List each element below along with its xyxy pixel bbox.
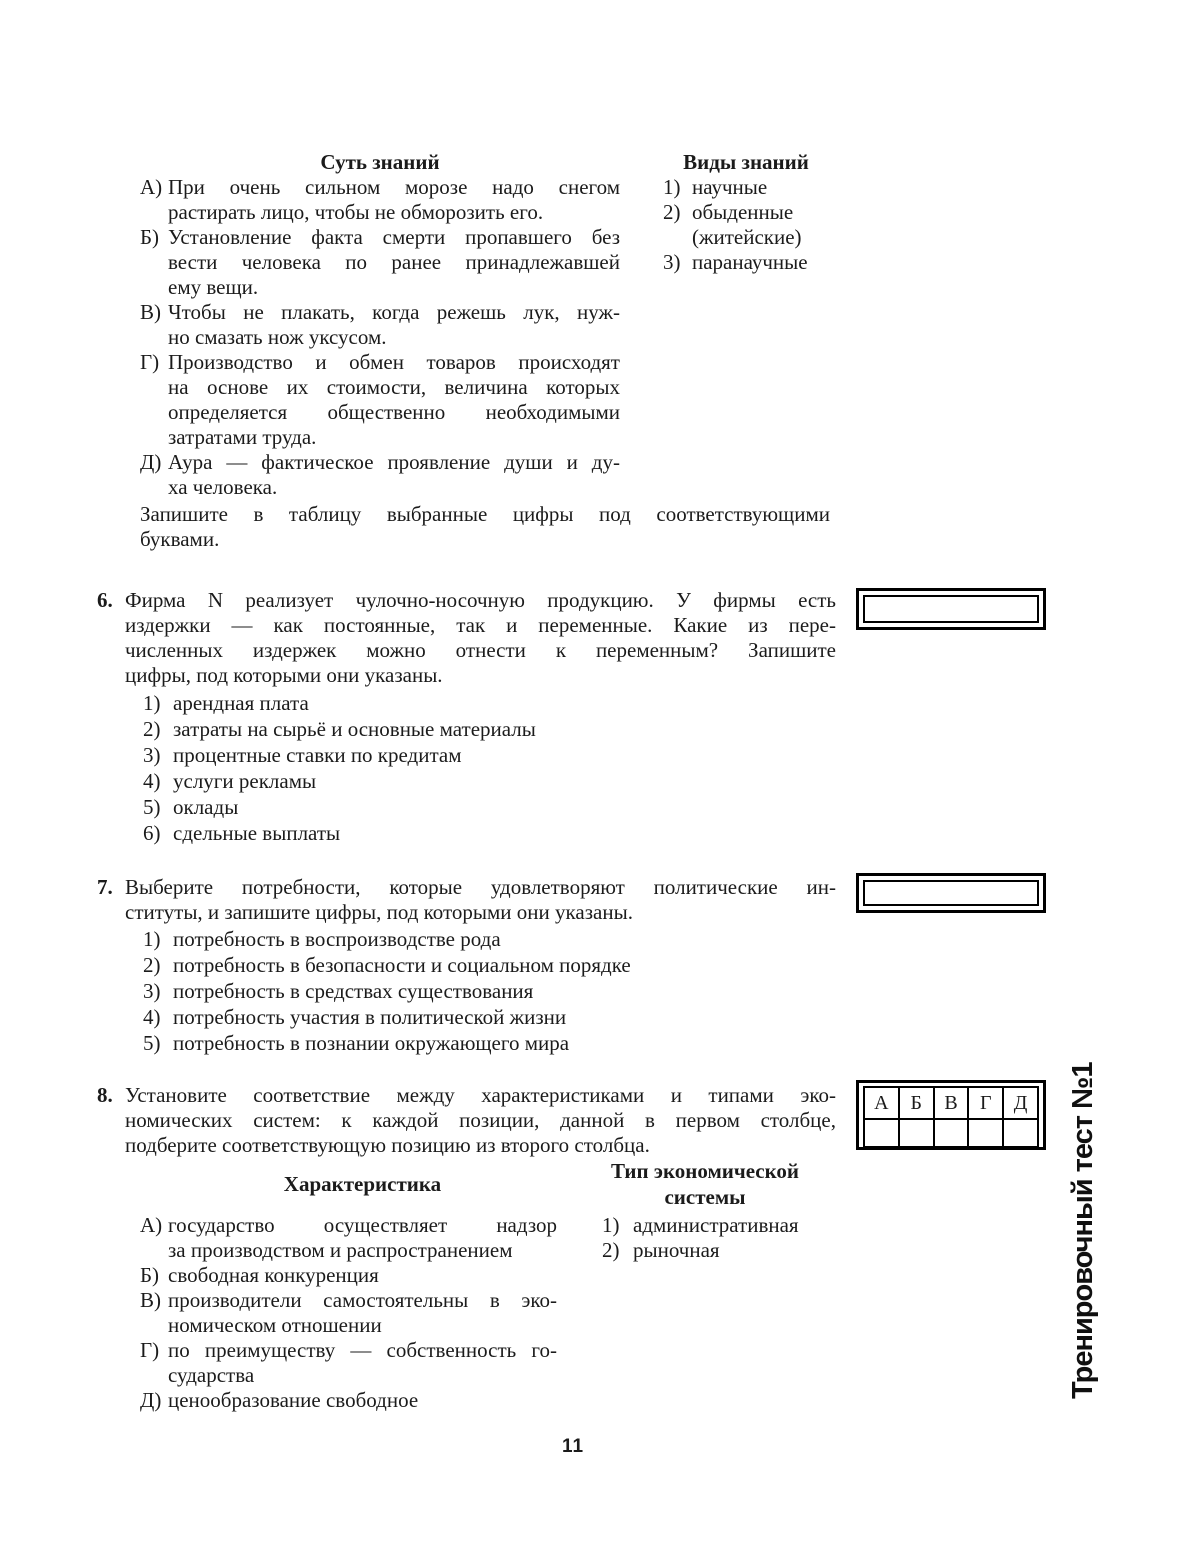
option-label: 2) — [143, 717, 161, 741]
q5-left-item — [140, 175, 620, 225]
item-label: В) — [140, 300, 161, 324]
option-label: 1) — [143, 927, 161, 951]
text-line: обыденные — [692, 200, 794, 224]
answer-table-header-cell: А — [864, 1087, 899, 1119]
text-line: но смазать нож уксусом. — [168, 325, 387, 349]
item-label: В) — [140, 1288, 161, 1312]
answer-table-blank-row — [864, 1119, 1038, 1147]
option — [143, 926, 833, 952]
item-label: Г) — [140, 350, 160, 374]
q8-number: 8. — [97, 1083, 113, 1107]
text-line: Чтобы не плакать, когда режешь лук, нуж- — [168, 300, 620, 324]
item-text: рыночная — [633, 1238, 720, 1262]
q5-left-item — [140, 300, 620, 350]
option-text: потребность в воспроизводстве рода — [173, 927, 501, 951]
q5-right-column-header: Виды знаний — [683, 150, 809, 174]
item-label: Б) — [140, 225, 160, 249]
item-label: 2) — [663, 200, 681, 224]
option-label: 3) — [143, 979, 161, 1003]
q5-right-item — [663, 200, 833, 250]
option-text: потребность в познании окружающего мира — [173, 1031, 570, 1055]
q8-left-item — [140, 1338, 557, 1388]
answer-table-header-row — [864, 1087, 1038, 1119]
q7-answer-box-inner — [863, 880, 1039, 906]
option-text: процентные ставки по кредитам — [173, 743, 462, 767]
text-line: Фирма N реализует чулочно-носочную продукцию. У фирмы есть — [125, 588, 836, 612]
answer-table — [863, 1086, 1039, 1148]
q8-right-column-header — [590, 1158, 820, 1210]
option — [143, 952, 833, 978]
q8-left-item — [140, 1288, 557, 1338]
text-line: свободная конкуренция — [168, 1263, 379, 1287]
q5-left-column-header: Суть знаний — [320, 150, 440, 174]
q6-number: 6. — [97, 588, 113, 612]
text-line: номическом отношении — [168, 1313, 382, 1337]
item-label: А) — [140, 1213, 163, 1237]
option — [143, 716, 833, 742]
option-label: 5) — [143, 795, 161, 819]
option-text: потребность участия в политической жизни — [173, 1005, 567, 1029]
option-text: потребность в средствах существования — [173, 979, 534, 1003]
option — [143, 978, 833, 1004]
option-label: 2) — [143, 953, 161, 977]
text-line: паранаучные — [692, 250, 808, 274]
q5-left-items — [140, 175, 620, 500]
text-line: Запишите в таблицу выбранные цифры под соответствующими — [140, 502, 830, 526]
option-label: 1) — [143, 691, 161, 715]
text-line: вести человека по ранее принадлежавшей — [168, 250, 620, 274]
text-line: определяется общественно необходимыми — [168, 400, 620, 424]
option-text: сдельные выплаты — [173, 821, 341, 845]
item-label: 3) — [663, 250, 681, 274]
text-line: растирать лицо, чтобы не обморозить его. — [168, 200, 544, 224]
text-line: буквами. — [140, 527, 220, 551]
text-line: номических систем: к каждой позиции, данной в первом столбце, — [125, 1108, 836, 1132]
text-line: сударства — [168, 1363, 255, 1387]
item-label: 2) — [602, 1238, 620, 1262]
text-line: по преимуществу — собственность го- — [168, 1338, 557, 1362]
item-label: Д) — [140, 450, 162, 474]
text-line: численных издержек можно отнести к переменным? Запишите — [125, 638, 836, 662]
q8-left-column-header: Характеристика — [283, 1172, 442, 1196]
answer-table-header-cell: Г — [968, 1087, 1003, 1119]
text-line: Тип экономической — [610, 1159, 800, 1183]
q8-text — [125, 1083, 836, 1158]
q8-left-item — [140, 1388, 557, 1413]
option-label: 4) — [143, 769, 161, 793]
text-line: Производство и обмен товаров происходят — [168, 350, 620, 374]
q5-instruction — [140, 502, 830, 552]
option — [143, 1030, 833, 1056]
text-line: Аура — фактическое проявление души и ду- — [168, 450, 620, 474]
answer-table-blank-cell — [864, 1119, 899, 1147]
option-text: затраты на сырьё и основные материалы — [173, 717, 536, 741]
text-line: на основе их стоимости, величина которых — [168, 375, 620, 399]
item-label: Д) — [140, 1388, 162, 1412]
q8-answer-table — [856, 1080, 1046, 1150]
q7-answer-box — [856, 873, 1046, 913]
q8-left-item — [140, 1263, 557, 1288]
item-label: А) — [140, 175, 163, 199]
answer-table-blank-cell — [934, 1119, 969, 1147]
text-line: подберите соответствующую позицию из второго столбца. — [125, 1133, 650, 1157]
text-line: При очень сильном морозе надо снегом — [168, 175, 620, 199]
text-line: цифры, под которыми они указаны. — [125, 663, 443, 687]
q7-number: 7. — [97, 875, 113, 899]
q5-left-item — [140, 450, 620, 500]
answer-table-blank-cell — [899, 1119, 934, 1147]
q7-text — [125, 875, 836, 925]
answer-table-blank-cell — [1003, 1119, 1038, 1147]
answer-table-header-cell: Б — [899, 1087, 934, 1119]
text-line: Установите соответствие между характеристиками и типами эко- — [125, 1083, 836, 1107]
text-line: (житейские) — [692, 225, 802, 249]
text-line: ституты, и запишите цифры, под которыми они указаны. — [125, 900, 633, 924]
option-label: 4) — [143, 1005, 161, 1029]
answer-table-header-cell: Д — [1003, 1087, 1038, 1119]
option-text: оклады — [173, 795, 239, 819]
q5-left-item — [140, 350, 620, 450]
q6-answer-box-inner — [863, 595, 1039, 623]
text-line: ценообразование свободное — [168, 1388, 419, 1412]
item-label: 1) — [602, 1213, 620, 1237]
text-line: Выберите потребности, которые удовлетворяют политические ин- — [125, 875, 836, 899]
text-line: производители самостоятельны в эко- — [168, 1288, 557, 1312]
text-line: за производством и распространением — [168, 1238, 513, 1262]
q8-left-item — [140, 1213, 557, 1263]
text-line: затратами труда. — [168, 425, 317, 449]
q6-answer-box — [856, 588, 1046, 630]
sidebar-tab-label: Тренировочный тест №1 — [1067, 1062, 1099, 1399]
option-text: услуги рекламы — [173, 769, 317, 793]
option-label: 5) — [143, 1031, 161, 1055]
q5-right-items — [663, 175, 833, 275]
option — [143, 820, 833, 846]
page-number: 11 — [561, 1436, 585, 1457]
item-label: 1) — [663, 175, 681, 199]
option-text: потребность в безопасности и социальном порядке — [173, 953, 631, 977]
answer-table-header-cell: В — [934, 1087, 969, 1119]
text-line: Установление факта смерти пропавшего без — [168, 225, 620, 249]
text-line: издержки — как постоянные, так и переменные. Какие из пере- — [125, 613, 836, 637]
option — [143, 690, 833, 716]
q8-right-item — [602, 1238, 842, 1263]
q8-left-items — [140, 1213, 557, 1413]
text-line: государство осуществляет надзор — [168, 1213, 557, 1237]
item-label: Г) — [140, 1338, 160, 1362]
q8-right-item — [602, 1213, 842, 1238]
text-line: научные — [692, 175, 768, 199]
q6-options — [143, 690, 833, 846]
text-line: ха человека. — [168, 475, 278, 499]
q7-options — [143, 926, 833, 1056]
q5-right-item — [663, 250, 833, 275]
item-text: административная — [633, 1213, 799, 1237]
option-label: 3) — [143, 743, 161, 767]
text-line: ему вещи. — [168, 275, 259, 299]
q8-right-items — [602, 1213, 842, 1263]
option — [143, 794, 833, 820]
option-label: 6) — [143, 821, 161, 845]
option — [143, 1004, 833, 1030]
item-label: Б) — [140, 1263, 160, 1287]
q5-right-item — [663, 175, 833, 200]
answer-table-blank-cell — [968, 1119, 1003, 1147]
q5-left-item — [140, 225, 620, 300]
text-line: системы — [664, 1185, 746, 1209]
option-text: арендная плата — [173, 691, 309, 715]
q6-text — [125, 588, 836, 688]
option — [143, 768, 833, 794]
option — [143, 742, 833, 768]
